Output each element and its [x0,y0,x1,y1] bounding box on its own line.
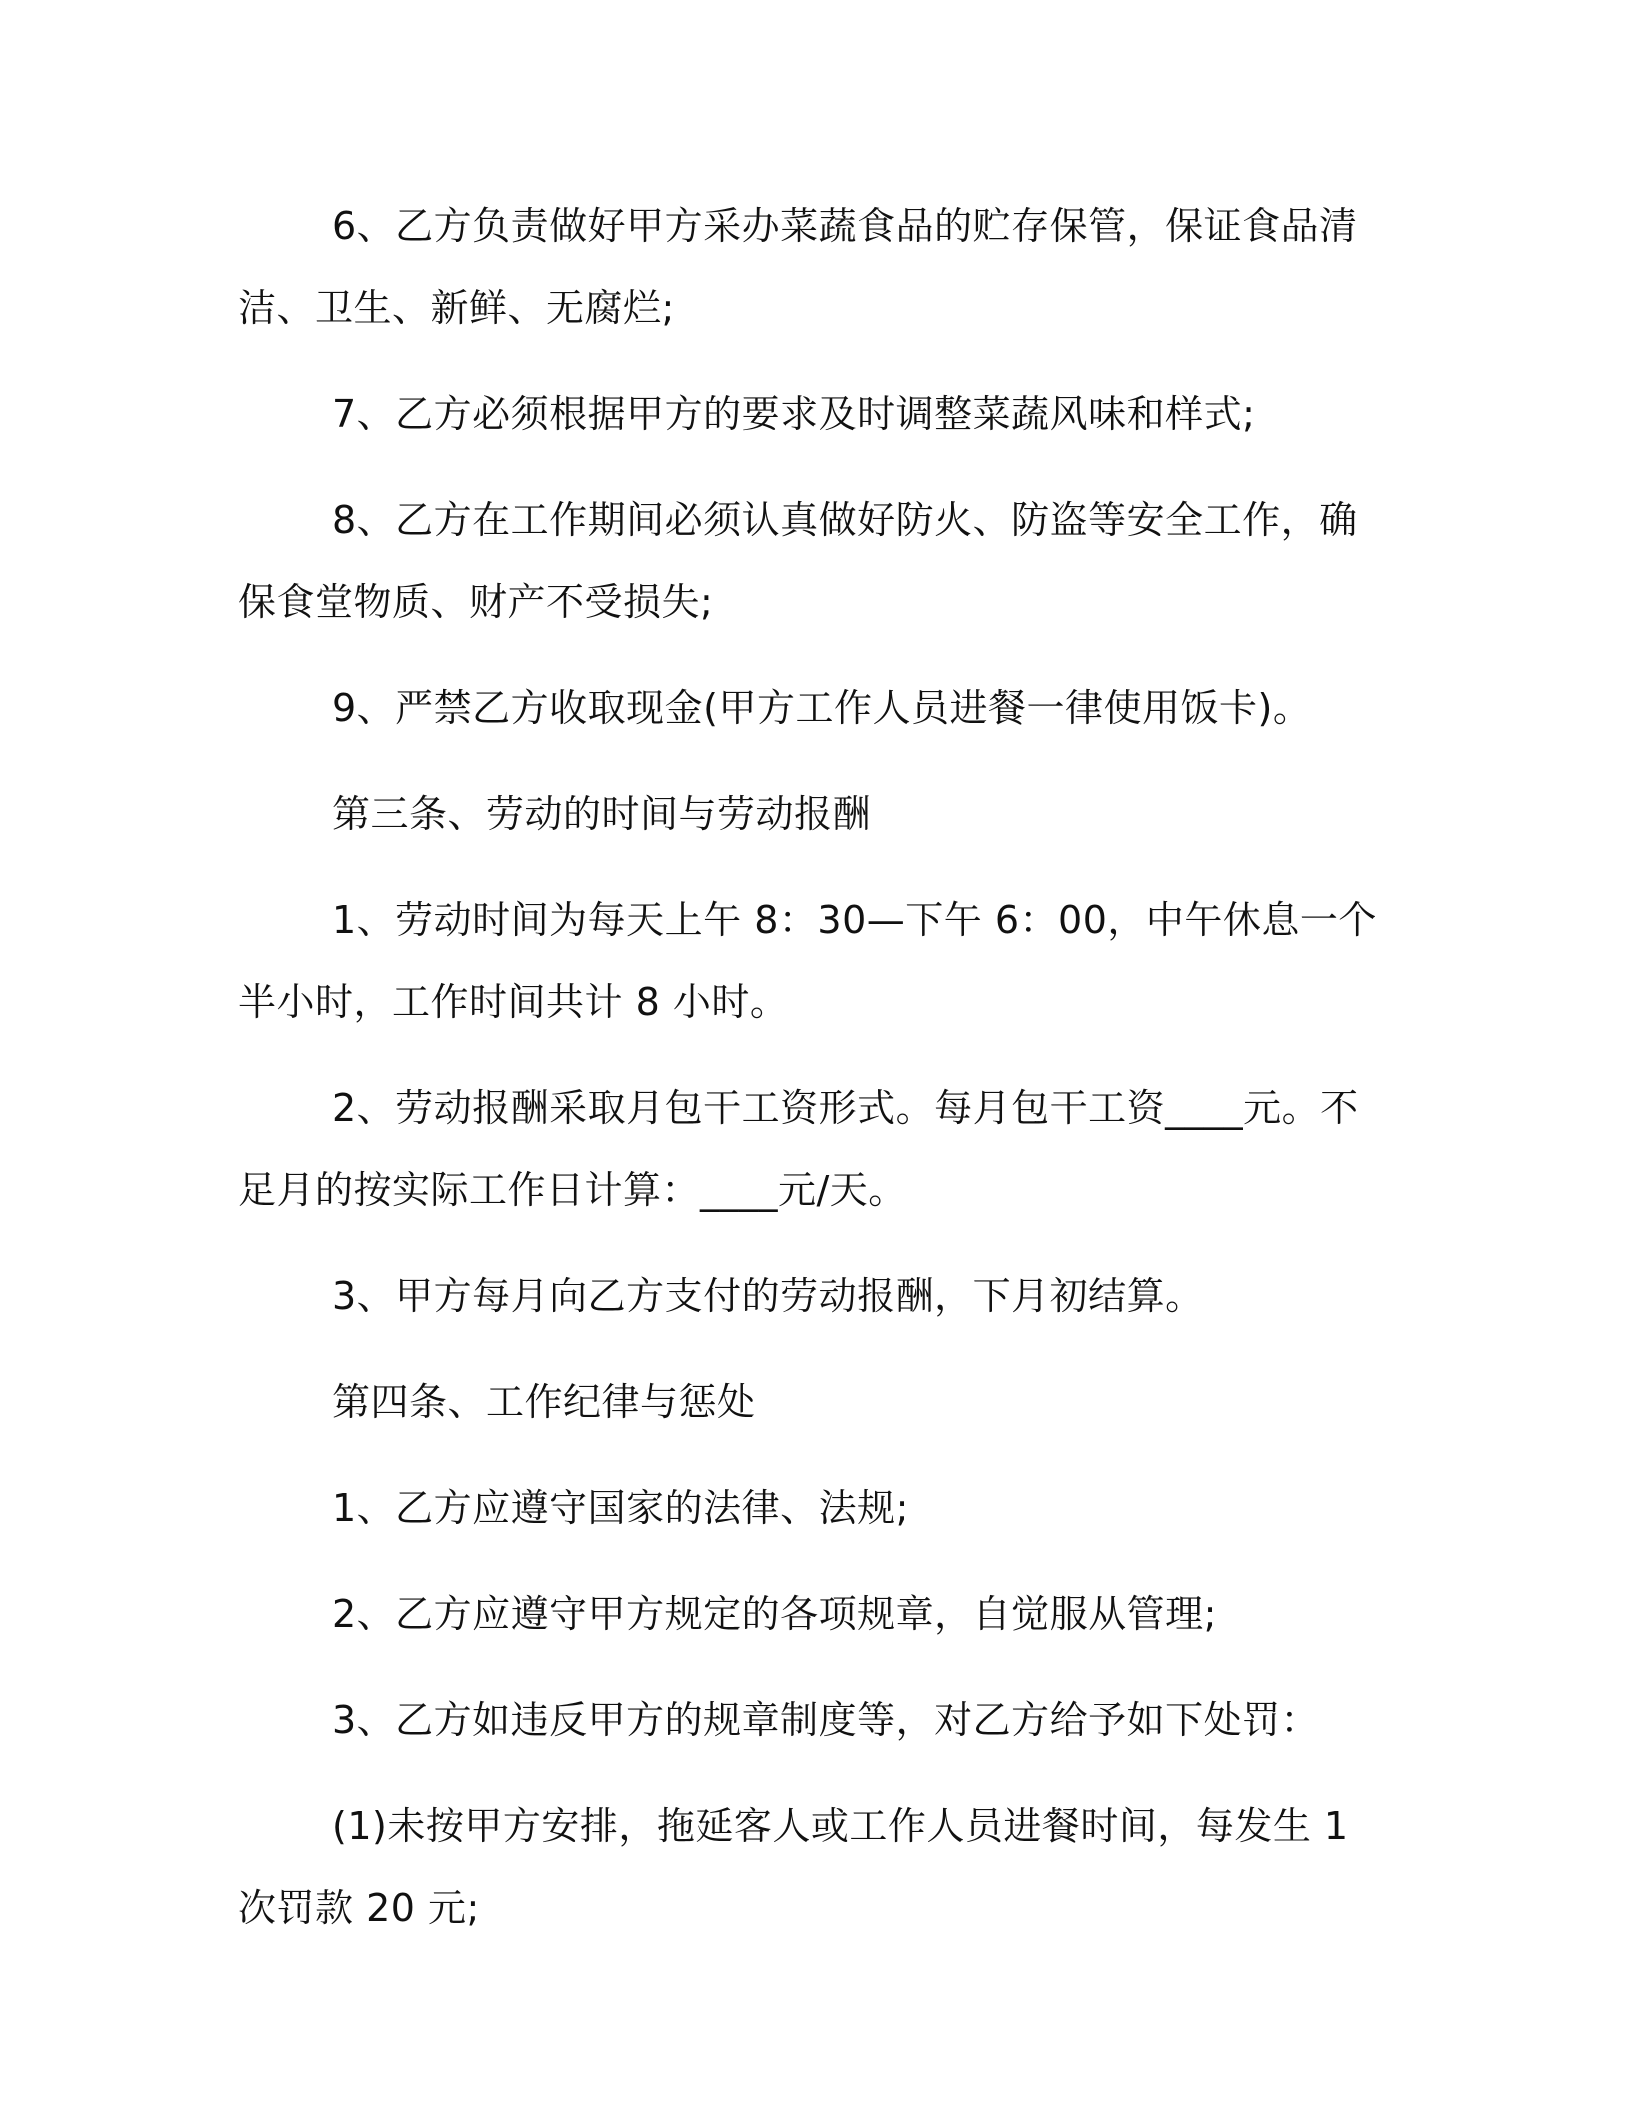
document-body [238,185,1394,1973]
article-3-item-2-salary: 2、劳动报酬采取月包干工资形式。每月包干工资____元。不足月的按实际工作日计算：____元/天。 [238,1086,1359,1212]
article-4-heading: 第四条、工作纪律与惩处 [332,1380,756,1424]
article-3-item-1-hours: 1、劳动时间为每天上午 8：30—下午 6：00，中午休息一个半小时，工作时间共计 8 小时。 [238,898,1377,1024]
article-4-item-2-rules: 2、乙方应遵守甲方规定的各项规章，自觉服从管理; [332,1592,1217,1636]
article-3-item-3-settlement: 3、甲方每月向乙方支付的劳动报酬，下月初结算。 [332,1274,1204,1318]
clause-6-storage: 6、乙方负责做好甲方采办菜蔬食品的贮存保管，保证食品清洁、卫生、新鲜、无腐烂; [238,204,1358,330]
article-4-item-3-penalties: 3、乙方如违反甲方的规章制度等，对乙方给予如下处罚： [332,1698,1320,1742]
article-4-item-1-laws: 1、乙方应遵守国家的法律、法规; [332,1486,909,1530]
clause-7-adjust-menu: 7、乙方必须根据甲方的要求及时调整菜蔬风味和样式; [332,392,1256,436]
clause-8-safety: 8、乙方在工作期间必须认真做好防火、防盗等安全工作，确保食堂物质、财产不受损失; [238,498,1358,624]
penalty-item-1-delay: (1)未按甲方安排，拖延客人或工作人员进餐时间，每发生 1 次罚款 20 元; [238,1804,1349,1930]
article-3-heading: 第三条、劳动的时间与劳动报酬 [332,792,872,836]
clause-9-no-cash: 9、严禁乙方收取现金(甲方工作人员进餐一律使用饭卡)。 [332,686,1312,730]
